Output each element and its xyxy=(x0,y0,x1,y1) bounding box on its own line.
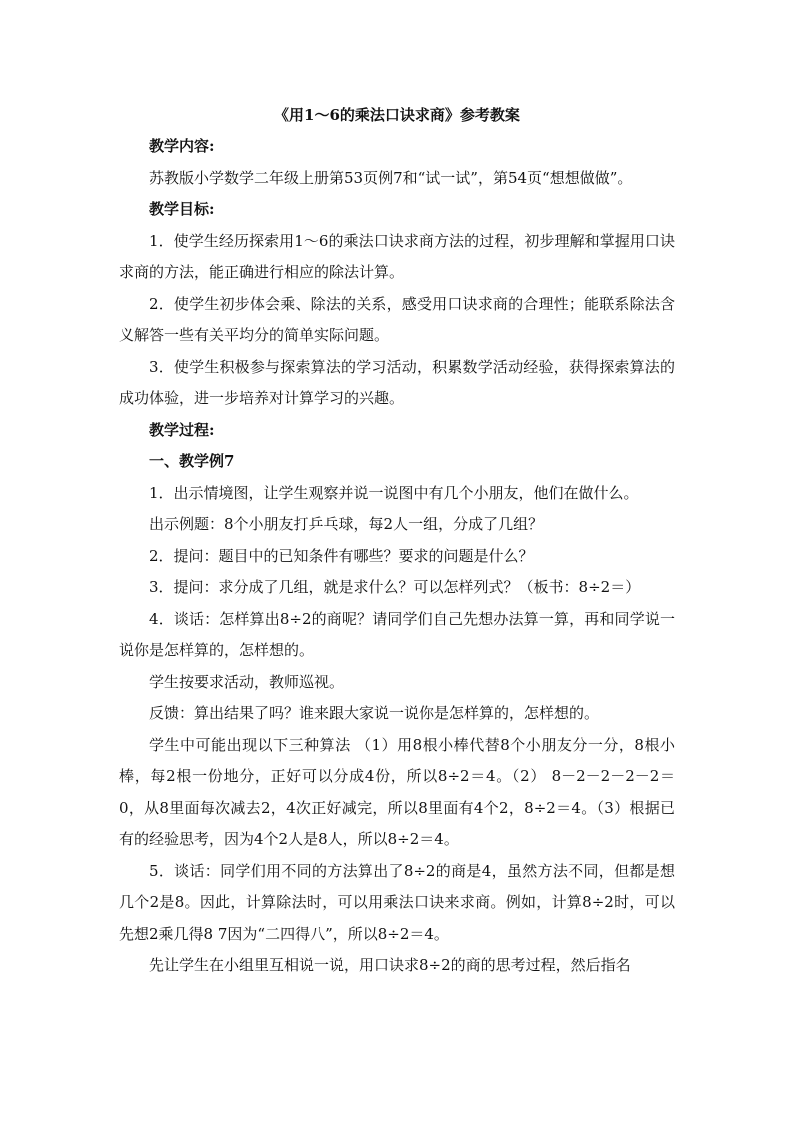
paragraph-step-3: 3．提问：求分成了几组，就是求什么？可以怎样列式？（板书：8÷2＝） xyxy=(149,578,641,596)
paragraph-three-methods: 学生中可能出现以下三种算法 （1）用8根小棒代替8个小朋友分一分，8根小棒，每2根一份地分，正好可以分成4份，所以8÷2＝4。（2） 8－2－2－2－2＝0，从8里面每次减去2，4次正好减完，所以8里面有4个2，8÷2＝4。（3）根据已有的经验思考，因为4个2人是8人，所以8÷2＝4。 xyxy=(119,735,675,848)
subsection-heading-example-7: 一、教学例7 xyxy=(149,452,235,470)
paragraph-content: 苏教版小学数学二年级上册第53页例7和“试一试”，第54页“想想做做”。 xyxy=(149,168,633,187)
section-heading-process: 教学过程: xyxy=(149,420,215,439)
paragraph-step-4: 4．谈话：怎样算出8÷2的商呢？请同学们自己先想办法算一算，再和同学说一说你是怎样算的，怎样想的。 xyxy=(119,609,675,659)
paragraph-step-2: 2．提问：题目中的已知条件有哪些？要求的问题是什么？ xyxy=(149,546,534,565)
paragraph-example-question: 出示例题：8个小朋友打乒乓球，每2人一组，分成了几组？ xyxy=(149,515,544,533)
section-heading-content: 教学内容: xyxy=(149,137,215,155)
paragraph-step-1: 1．出示情境图，让学生观察并说一说图中有几个小朋友，他们在做什么。 xyxy=(149,483,639,502)
paragraph-goal-2: 2．使学生初步体会乘、除法的关系，感受用口诀求商的合理性；能联系除法含义解答一些有关平均分的简单实际问题。 xyxy=(119,294,675,344)
paragraph-student-activity: 学生按要求活动，教师巡视。 xyxy=(149,672,345,691)
paragraph-group-discussion: 先让学生在小组里互相说一说，用口诀求8÷2的商的思考过程，然后指名 xyxy=(149,956,631,974)
section-heading-goals: 教学目标: xyxy=(149,200,215,218)
paragraph-goal-1: 1．使学生经历探索用1～6的乘法口诀求商方法的过程，初步理解和掌握用口诀求商的方法，能正确进行相应的除法计算。 xyxy=(119,231,675,281)
paragraph-feedback: 反馈：算出结果了吗？谁来跟大家说一说你是怎样算的，怎样想的。 xyxy=(149,704,600,722)
document-body xyxy=(119,100,675,982)
paragraph-step-5: 5．谈话：同学们用不同的方法算出了8÷2的商是4，虽然方法不同，但都是想几个2是8。因此，计算除法时，可以用乘法口诀来求商。例如，计算8÷2时，可以先想2乘几得8 7因为“二四得八”，所以8÷2＝4。 xyxy=(119,861,675,943)
paragraph-goal-3: 3．使学生积极参与探索算法的学习活动，积累数学活动经验，获得探索算法的成功体验，进一步培养对计算学习的兴趣。 xyxy=(119,357,675,407)
document-title: 《用1～6的乘法口诀求商》参考教案 xyxy=(274,106,520,124)
